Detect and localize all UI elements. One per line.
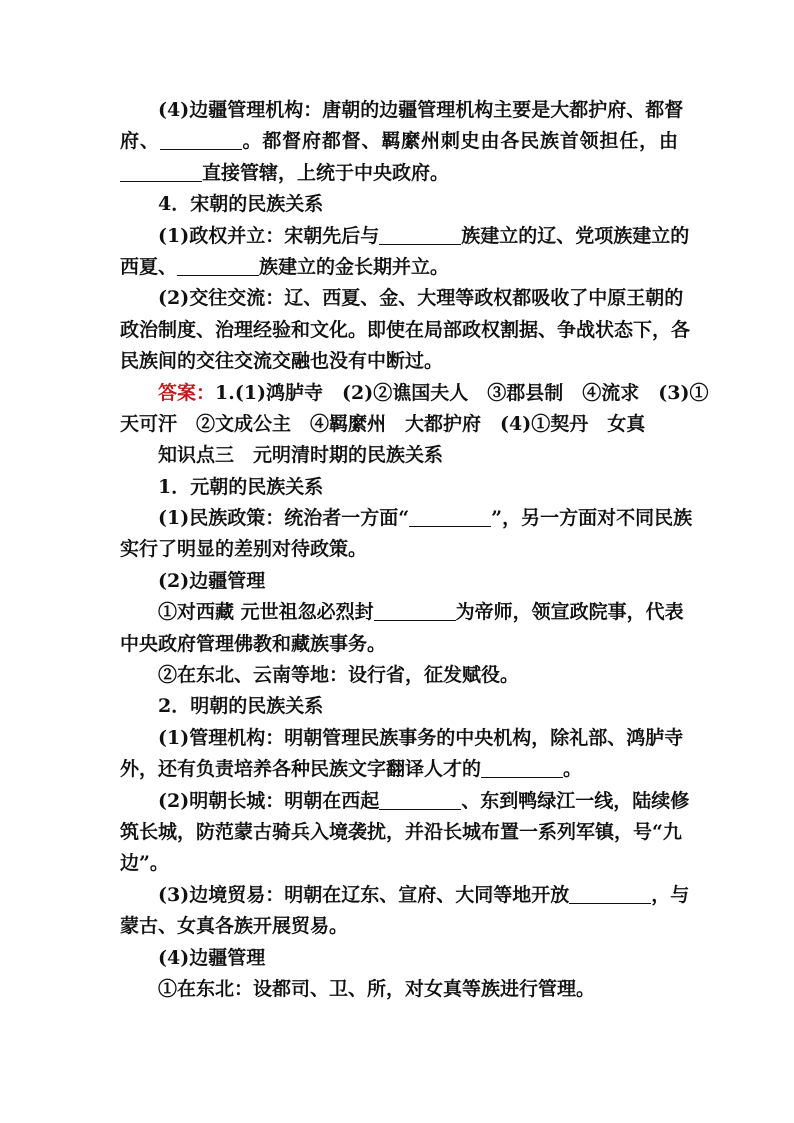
answer-label: 答案： bbox=[158, 381, 216, 404]
text-line: 外，还有负责培养各种民族文字翻译人才的 。 bbox=[120, 758, 583, 781]
section-heading: 2．明朝的民族关系 bbox=[158, 695, 324, 718]
text-line: (3)边境贸易：明朝在辽东、宣府、大同等地开放 ，与 bbox=[158, 883, 690, 906]
text-line: ①在东北：设都司、卫、所，对女真等族进行管理。 bbox=[158, 977, 596, 1000]
text-line: ①对西藏 元世祖忽必烈封 为帝师，领宣政院事，代表 bbox=[158, 601, 684, 624]
fill-blank bbox=[409, 508, 491, 527]
document-page bbox=[120, 95, 709, 1005]
text-line: ②在东北、云南等地：设行省，征发赋役。 bbox=[158, 664, 520, 687]
text-line: (4)边疆管理 bbox=[158, 946, 266, 969]
text-line: 政治制度、治理经验和文化。即使在局部政权割据、争战状态下，各 bbox=[120, 318, 691, 341]
text-line: (1)民族政策：统治者一方面“ ”，另一方面对不同民族 bbox=[158, 507, 693, 530]
fill-blank bbox=[481, 759, 563, 778]
fill-blank bbox=[379, 791, 461, 810]
fill-blank bbox=[374, 602, 456, 621]
text-line: 府、 。都督府都督、羁縻州刺史由各民族首领担任，由 bbox=[120, 130, 678, 153]
section-heading: 4．宋朝的民族关系 bbox=[158, 193, 324, 216]
text-line: (2)明朝长城：明朝在西起 、东到鸭绿江一线，陆续修 bbox=[158, 789, 690, 812]
answer-line: 答案：1.(1)鸿胪寺 (2)②谯国夫人 ③郡县制 ④流求 (3)① bbox=[158, 381, 709, 404]
answer-line: 天可汗 ②文成公主 ④羁縻州 大都护府 (4)①契丹 女真 bbox=[120, 412, 646, 435]
fill-blank bbox=[569, 885, 651, 904]
text-line: 直接管辖，上统于中央政府。 bbox=[120, 158, 678, 189]
fill-blank bbox=[160, 131, 242, 150]
text-line: (2)边疆管理 bbox=[158, 569, 266, 592]
fill-blank bbox=[120, 163, 202, 182]
text-line: 边”。 bbox=[120, 852, 169, 875]
text-line: 西夏、 族建立的金长期并立。 bbox=[120, 255, 450, 278]
text-line: (1)政权并立：宋朝先后与 族建立的辽、党项族建立的 bbox=[158, 224, 690, 247]
text-line: 实行了明显的差别对待政策。 bbox=[120, 538, 368, 561]
fill-blank bbox=[379, 226, 461, 245]
section-heading: 1．元朝的民族关系 bbox=[158, 475, 324, 498]
text-line: 蒙古、女真各族开展贸易。 bbox=[120, 915, 349, 938]
text-line: (1)管理机构：明朝管理民族事务的中央机构，除礼部、鸿胪寺 bbox=[158, 726, 684, 749]
fill-blank bbox=[177, 257, 259, 276]
text-line: (2)交往交流：辽、西夏、金、大理等政权都吸收了中原王朝的 bbox=[158, 287, 684, 310]
section-heading: 知识点三 元明清时期的民族关系 bbox=[158, 444, 444, 467]
text-line: 中央政府管理佛教和藏族事务。 bbox=[120, 632, 387, 655]
text-line: 民族间的交往交流交融也没有中断过。 bbox=[120, 350, 444, 373]
text-line: (4)边疆管理机构：唐朝的边疆管理机构主要是大都护府、都督 bbox=[158, 99, 684, 121]
text-line: 筑长城，防范蒙古骑兵入境袭扰，并沿长城布置一系列军镇，号“九 bbox=[120, 820, 682, 843]
